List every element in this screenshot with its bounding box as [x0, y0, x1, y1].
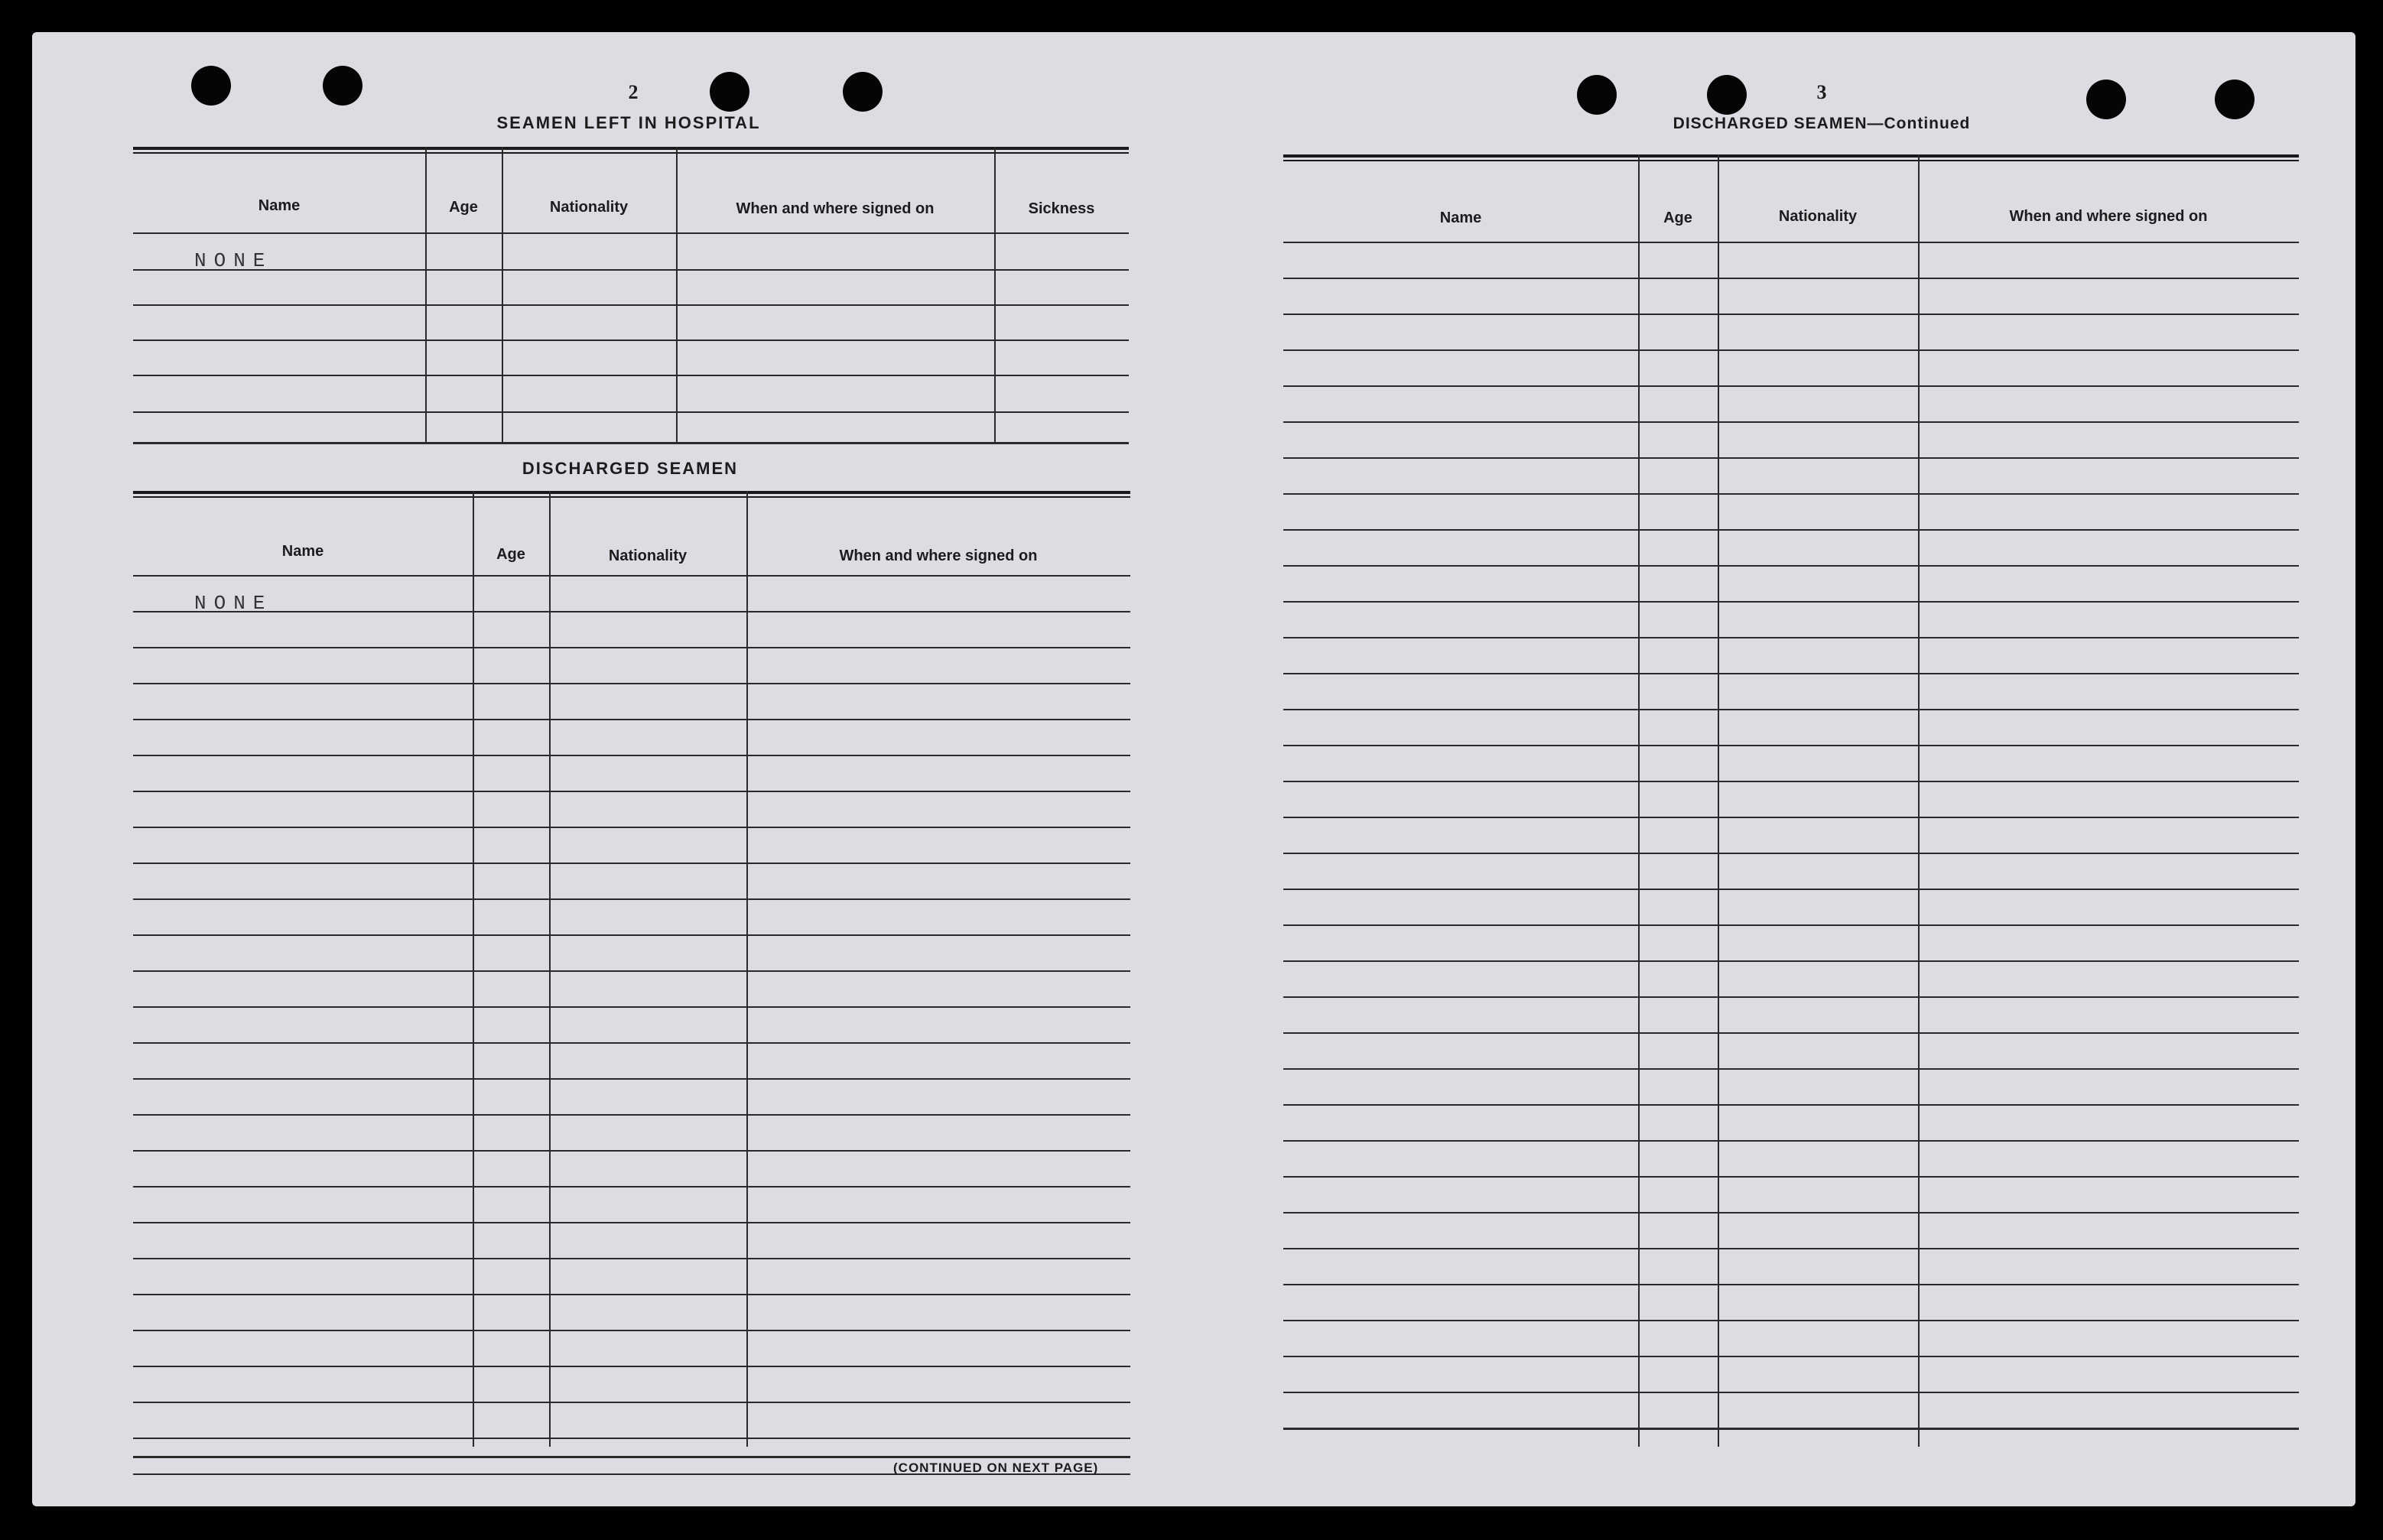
table-row-rule: [133, 1150, 1130, 1152]
table-row-rule: [1283, 457, 2299, 459]
table-row-rule: [1283, 493, 2299, 495]
binder-hole: [843, 72, 883, 112]
table-row-rule: [1283, 421, 2299, 423]
table-row-rule: [1283, 1032, 2299, 1034]
column-header-sickness: Sickness: [1028, 200, 1095, 217]
hospital-entry-none: NONE: [194, 249, 273, 272]
left-page-number: 2: [628, 81, 639, 103]
table-row-rule: [1283, 673, 2299, 674]
column-header-nationality: Nationality: [608, 547, 688, 564]
table-row-rule: [133, 970, 1130, 972]
binder-hole: [191, 66, 231, 106]
table-row-rule: [133, 1258, 1130, 1259]
table-row-rule: [133, 1114, 1130, 1116]
table-row-rule: [1283, 1068, 2299, 1070]
document-sheet: [32, 32, 2355, 1506]
table-row-rule: [1283, 242, 2299, 243]
discharged-table: [133, 491, 1130, 1497]
table-row-rule: [1283, 817, 2299, 818]
table-row-rule: [133, 719, 1130, 720]
column-header-age: Age: [449, 199, 478, 216]
table-row-rule: [133, 1402, 1130, 1403]
column-header-name: Name: [1439, 210, 1482, 226]
column-header-nationality: Nationality: [1778, 208, 1858, 225]
table-row-rule: [1283, 385, 2299, 387]
table-row-rule: [133, 863, 1130, 864]
table-row-rule: [1283, 1176, 2299, 1178]
table-row-rule: [1283, 349, 2299, 351]
table-row-rule: [1283, 1140, 2299, 1142]
continued-footer: (CONTINUED ON NEXT PAGE): [893, 1460, 1099, 1475]
column-header-age: Age: [1663, 210, 1692, 226]
table-row-rule: [133, 1186, 1130, 1187]
table-row-rule: [133, 611, 1130, 612]
binder-hole: [2086, 80, 2126, 119]
table-row-rule: [1283, 1428, 2299, 1430]
table-row-rule: [1283, 781, 2299, 782]
table-row-rule: [1283, 637, 2299, 638]
table-row-rule: [1283, 1212, 2299, 1213]
table-row-rule: [1283, 745, 2299, 746]
right-page-number: 3: [1816, 81, 1827, 103]
table-row-rule: [1283, 278, 2299, 279]
table-row-rule: [1283, 1392, 2299, 1393]
table-row-rule: [133, 575, 1130, 577]
table-row-rule: [133, 791, 1130, 792]
table-row-rule: [133, 898, 1130, 900]
discharged-section-title: DISCHARGED SEAMEN: [522, 459, 739, 478]
table-row-rule: [1283, 1320, 2299, 1321]
table-row-rule: [1283, 601, 2299, 603]
binder-hole: [1707, 75, 1747, 115]
table-row-rule: [133, 1438, 1130, 1439]
table-row-rule: [1283, 960, 2299, 962]
table-row-rule: [133, 934, 1130, 936]
table-row-rule: [1283, 996, 2299, 998]
table-row-rule: [1283, 1284, 2299, 1285]
table-row-rule: [133, 683, 1130, 684]
table-row-rule: [133, 647, 1130, 648]
table-row-rule: [133, 1078, 1130, 1080]
hospital-section-title: SEAMEN LEFT IN HOSPITAL: [496, 113, 761, 132]
table-row-rule: [133, 1294, 1130, 1295]
table-row-rule: [1283, 565, 2299, 567]
table-row-rule: [133, 1006, 1130, 1008]
column-header-when-where-signed-on: When and where signed on: [736, 200, 935, 217]
binder-hole: [323, 66, 362, 106]
table-row-rule: [1283, 314, 2299, 315]
column-header-when-where-signed-on: When and where signed on: [839, 547, 1038, 564]
table-row-rule: [1283, 1104, 2299, 1106]
table-row-rule: [133, 1366, 1130, 1367]
hospital-table: [133, 147, 1129, 445]
discharged-continued-table: [1283, 154, 2299, 1485]
column-header-name: Name: [281, 543, 324, 560]
table-row-rule: [133, 1330, 1130, 1331]
table-bottom-rule: [133, 1456, 1130, 1458]
column-header-name: Name: [258, 197, 301, 214]
table-row-rule: [1283, 529, 2299, 531]
binder-hole: [710, 72, 749, 112]
table-row-rule: [133, 827, 1130, 828]
table-row-rule: [1283, 1248, 2299, 1249]
binder-hole: [2215, 80, 2255, 119]
discharged-continued-title: DISCHARGED SEAMEN—Continued: [1673, 115, 1971, 132]
binder-hole: [1577, 75, 1617, 115]
table-row-rule: [1283, 889, 2299, 890]
column-header-when-where-signed-on: When and where signed on: [2009, 208, 2208, 225]
table-row-rule: [1283, 1356, 2299, 1357]
table-row-rule: [1283, 853, 2299, 854]
table-row-rule: [133, 1042, 1130, 1044]
column-header-nationality: Nationality: [549, 199, 629, 216]
column-header-age: Age: [496, 546, 525, 563]
discharged-entry-none: NONE: [194, 592, 273, 615]
table-row-rule: [1283, 924, 2299, 926]
table-row-rule: [1283, 709, 2299, 710]
table-row-rule: [133, 1222, 1130, 1223]
table-row-rule: [133, 755, 1130, 756]
